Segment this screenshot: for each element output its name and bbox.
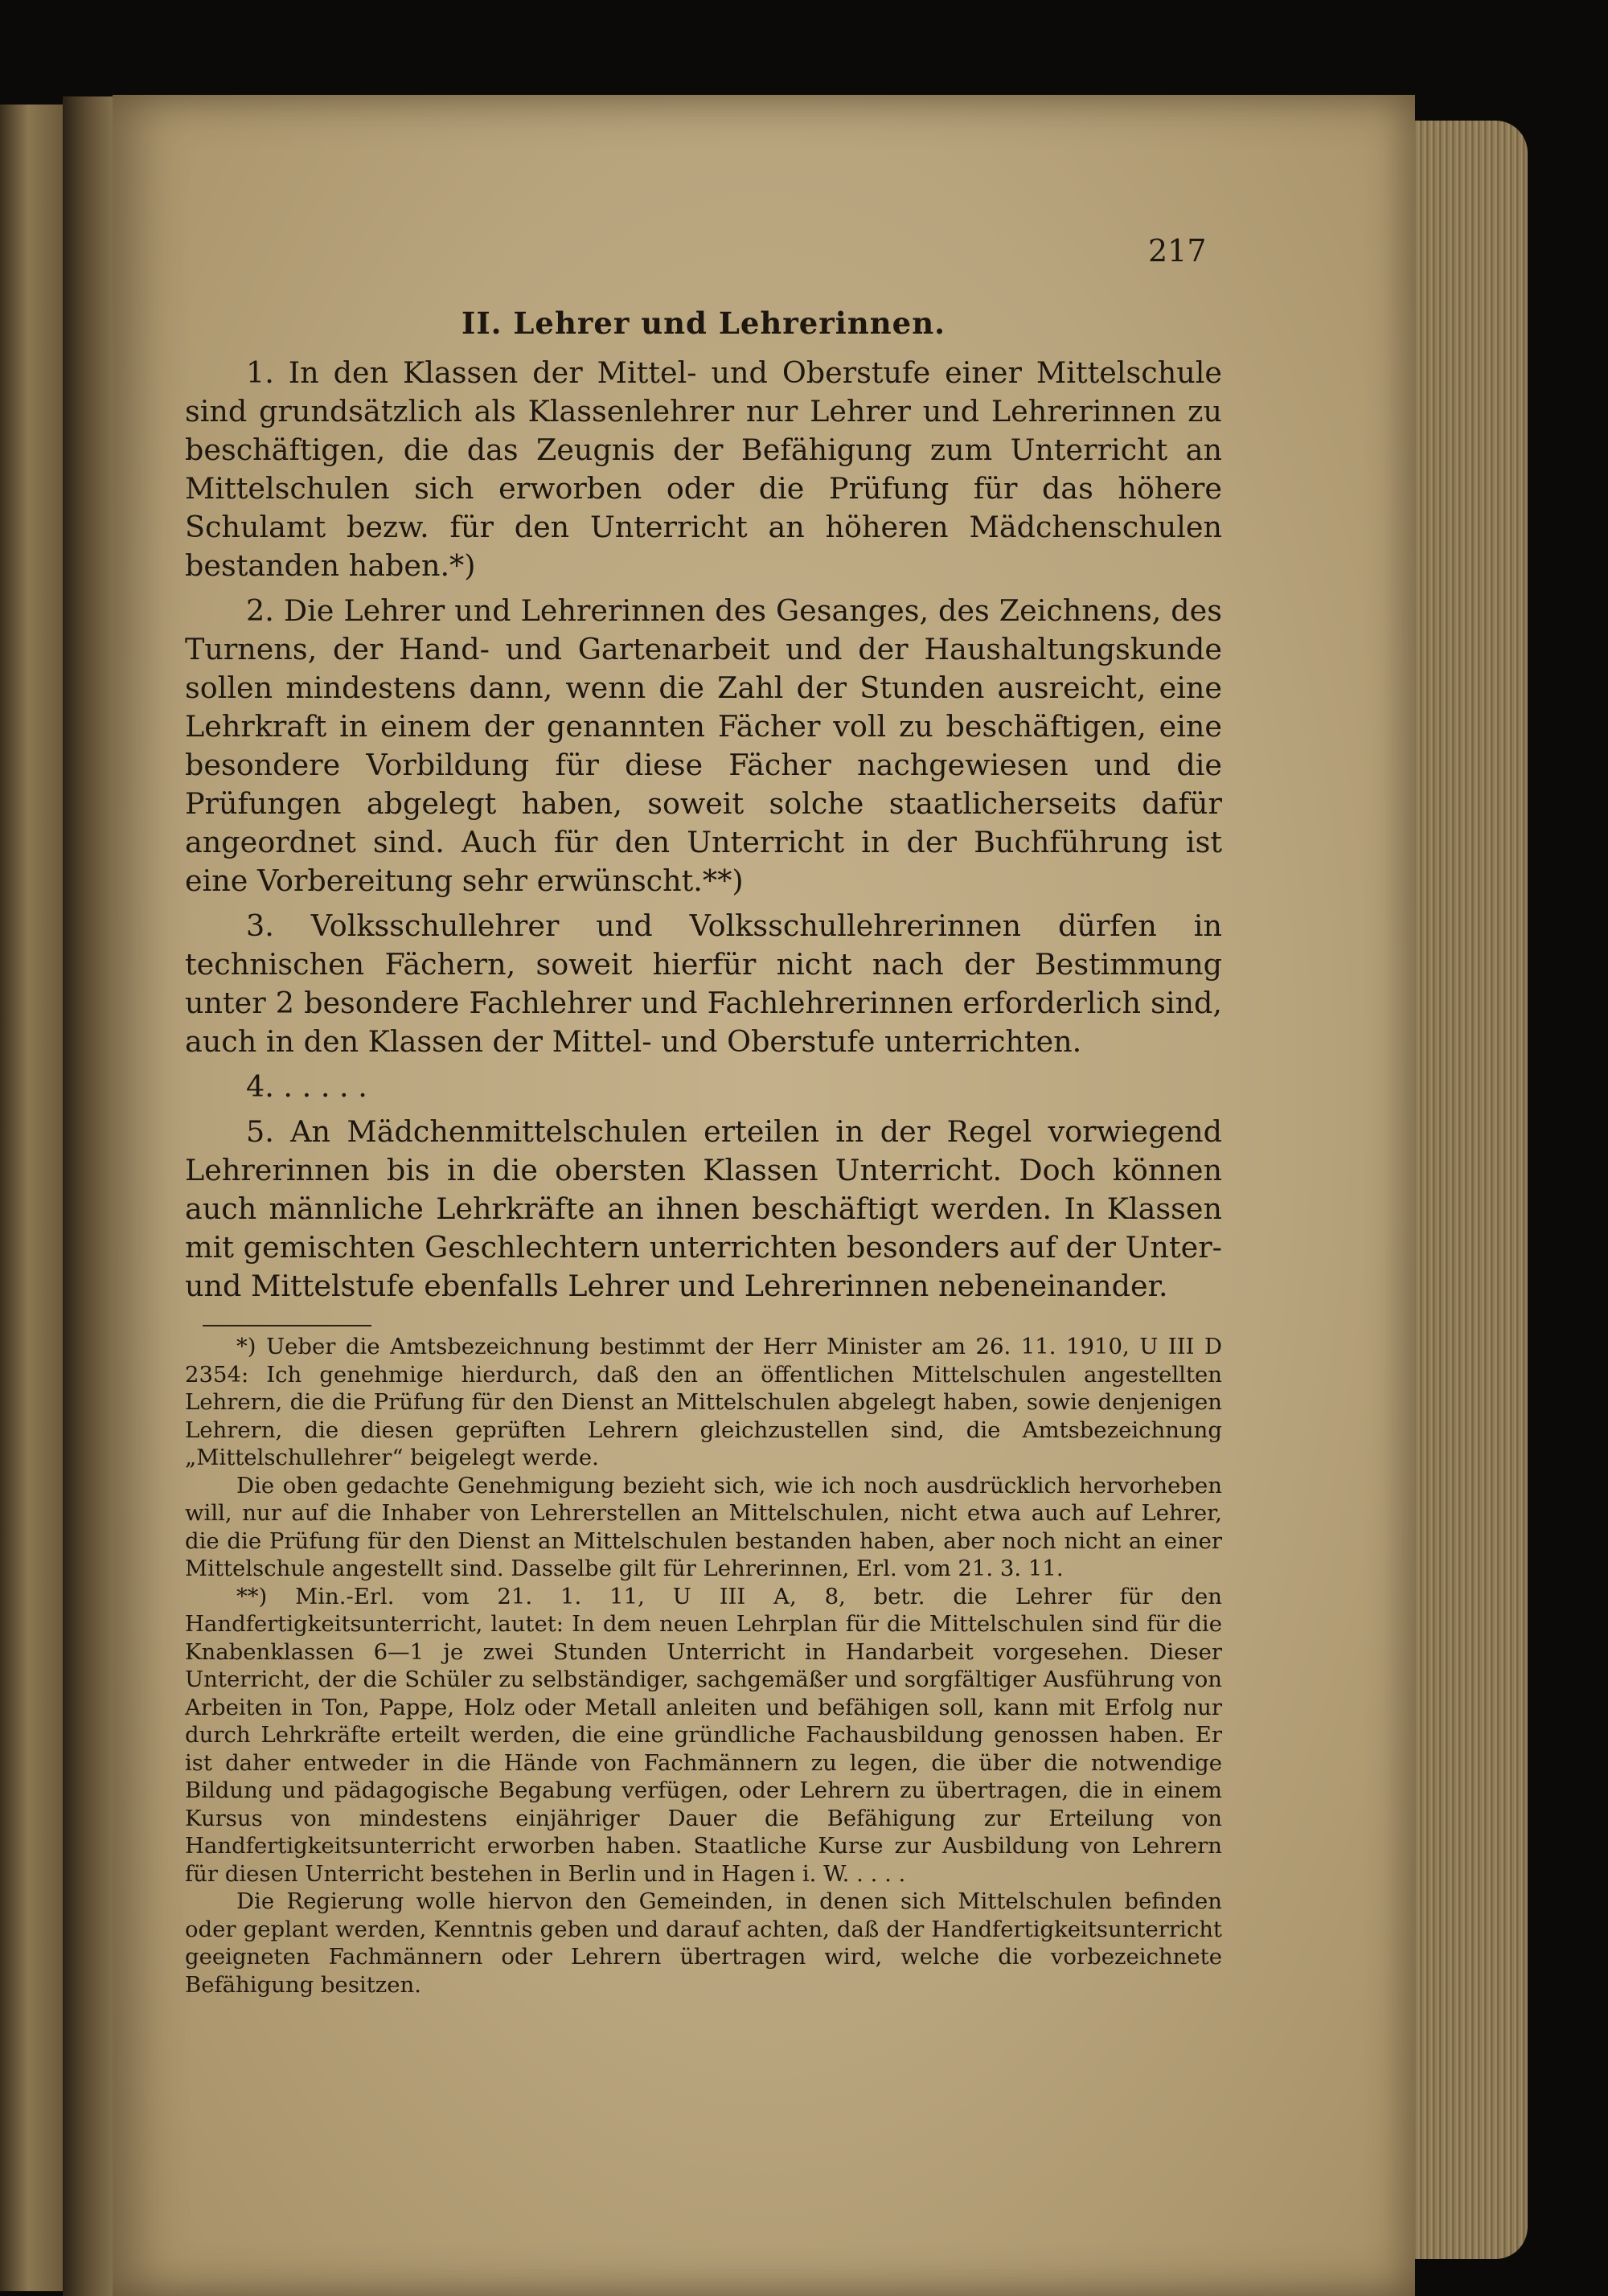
previous-page-edge xyxy=(0,105,63,2291)
footnote-1-continued: Die oben gedachte Genehmigung bezieht sich, wie ich noch ausdrücklich hervorheben will, nur auf die Inhaber von Lehrerstellen an Mittelschulen, nicht etwa auch auf Lehrer, die die Prüfung für den Dienst an Mittelschulen bestanden haben, aber noch nicht an einer Mittelschule angestellt sind. Dasselbe gilt für Lehrerinnen, Erl. vom 21. 3. 11. xyxy=(185,1472,1222,1581)
footnote-divider xyxy=(203,1325,371,1326)
section-heading: II. Lehrer und Lehrerinnen. xyxy=(461,305,946,341)
paragraph-3: 3. Volksschullehrer und Volksschullehrerinnen dürfen in technischen Fächern, soweit hierfür nicht nach der Bestimmung unter 2 besondere Fachlehrer und Fachlehrerinnen erforderlich sind, auch in den Klassen der Mittel- und Oberstufe unterrichten. xyxy=(185,908,1222,1059)
page-text xyxy=(185,225,1222,1999)
footnote-2: **) Min.-Erl. vom 21. 1. 11, U III A, 8, betr. die Lehrer für den Handfertigkeitsunterricht, lautet: In dem neuen Lehrplan für die Mittelschulen sind für die Knabenklassen 6—1 je zwei Stunden Unterricht in Handarbeit vorgesehen. Dieser Unterricht, der die Schüler zu selbständiger, sachgemäßer und sorgfältiger Ausführung von Arbeiten in Ton, Pappe, Holz oder Metall anleiten und befähigen soll, kann mit Erfolg nur durch Lehrkräfte erteilt werden, die eine gründliche Fachausbildung genossen haben. Er ist daher entweder in die Hände von Fachmännern zu legen, die über die notwendige Bildung und pädagogische Begabung verfügen, oder Lehrern zu übertragen, die in einem Kursus von mindestens einjähriger Dauer die Befähigung zur Erteilung von Handfertigkeitsunterricht erworben haben. Staatliche Kurse zur Ausbildung von Lehrern für diesen Unterricht bestehen in Berlin und in Hagen i. W. . . . . xyxy=(185,1583,1222,1887)
footnote-1: *) Ueber die Amtsbezeichnung bestimmt der Herr Minister am 26. 11. 1910, U III D 2354: Ich genehmige hierdurch, daß den an öffentlichen Mittelschulen angestellten Lehrern, die die Prüfung für den Dienst an Mittelschulen abgelegt haben, sowie denjenigen Lehrern, die diesen geprüften Lehrern gleichzustellen sind, die Amtsbezeichnung „Mittelschullehrer“ beigelegt werde. xyxy=(185,1334,1222,1470)
paragraph-1: 1. In den Klassen der Mittel- und Oberstufe einer Mittelschule sind grundsätzlich als Klassenlehrer nur Lehrer und Lehrerinnen zu beschäftigen, die das Zeugnis der Befähigung zum Unterricht an Mittelschulen sich erworben oder die Prüfung für das höhere Schulamt bezw. für den Unterricht an höheren Mädchenschulen bestanden haben.*) xyxy=(185,355,1222,583)
page-number: 217 xyxy=(1148,233,1207,269)
paragraph-5: 5. An Mädchenmittelschulen erteilen in der Regel vorwiegend Lehrerinnen bis in die obersten Klassen Unterricht. Doch können auch männliche Lehrkräfte an ihnen beschäftigt werden. In Klassen mit gemischten Geschlechtern unterrichten besonders auf der Unter- und Mittelstufe ebenfalls Lehrer und Lehrerinnen nebeneinander. xyxy=(185,1114,1222,1303)
paragraph-4: 4. . . . . . xyxy=(246,1069,367,1104)
paragraph-2: 2. Die Lehrer und Lehrerinnen des Gesanges, des Zeichnens, des Turnens, der Hand- und Gartenarbeit und der Haushaltungskunde sollen mindestens dann, wenn die Zahl der Stunden ausreicht, eine Lehrkraft in einem der genannten Fächer voll zu beschäftigen, eine besondere Vorbildung für diese Fächer nachgewiesen und die Prüfungen abgelegt haben, soweit solche staatlicherseits dafür angeordnet sind. Auch für den Unterricht in der Buchführung ist eine Vorbereitung sehr erwünscht.**) xyxy=(185,593,1222,898)
footnote-2-continued: Die Regierung wolle hiervon den Gemeinden, in denen sich Mittelschulen befinden oder geplant werden, Kenntnis geben und darauf achten, daß der Handfertigkeitsunterricht geeigneten Fachmännern oder Lehrern übertragen wird, welche die vorbezeichnete Befähigung besitzen. xyxy=(185,1888,1222,1998)
